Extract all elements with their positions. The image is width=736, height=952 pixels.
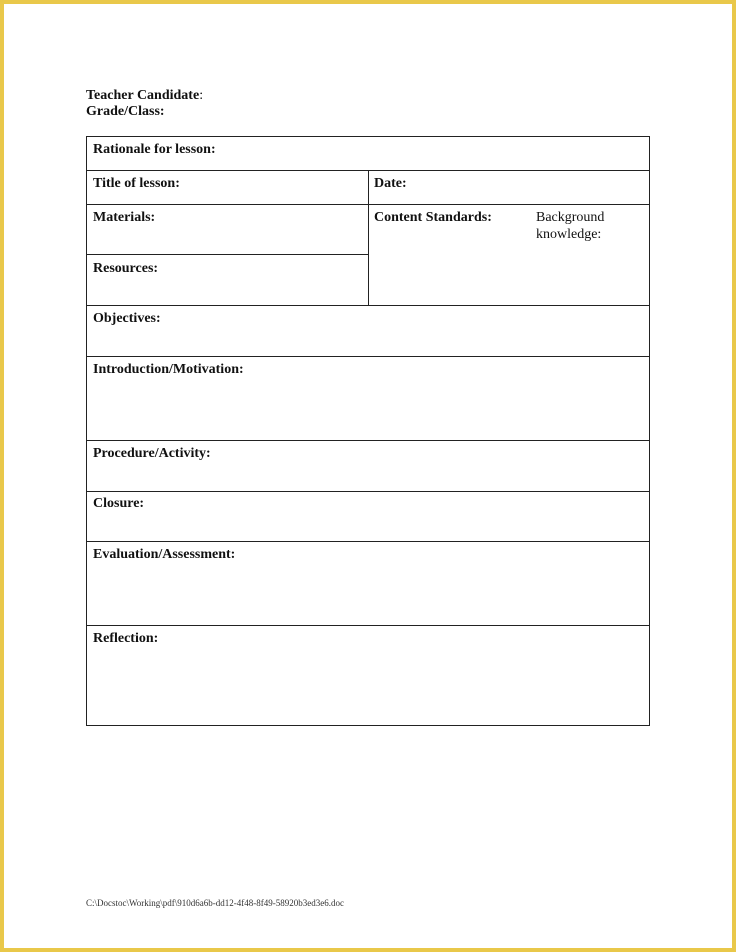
row-divider (87, 491, 649, 492)
lesson-plan-table (86, 136, 650, 726)
content-standards-label: Content Standards: (374, 210, 492, 225)
row-divider (87, 440, 649, 441)
teacher-candidate-line: Teacher Candidate: (86, 88, 204, 103)
background-knowledge-label-line2: knowledge: (536, 227, 602, 242)
row-divider (87, 625, 649, 626)
rationale-label: Rationale for lesson: (93, 142, 216, 157)
evaluation-label: Evaluation/Assessment: (93, 547, 236, 562)
title-of-lesson-label: Title of lesson: (93, 176, 180, 191)
column-divider (368, 170, 369, 305)
document-page (4, 4, 732, 948)
reflection-label: Reflection: (93, 631, 159, 646)
resources-label: Resources: (93, 261, 159, 276)
objectives-label: Objectives: (93, 311, 161, 326)
date-label: Date: (374, 176, 407, 191)
row-divider (87, 305, 649, 306)
materials-label: Materials: (93, 210, 156, 225)
teacher-candidate-label: Teacher Candidate (86, 88, 200, 103)
row-divider (87, 254, 368, 255)
closure-label: Closure: (93, 496, 145, 511)
background-knowledge-label-line1: Background (536, 210, 605, 225)
introduction-label: Introduction/Motivation: (93, 362, 244, 377)
row-divider (87, 541, 649, 542)
grade-class-label: Grade/Class: (86, 104, 165, 119)
footer-file-path: C:\Docstoc\Working\pdf\910d6a6b-dd12-4f48-8f49-58920b3ed3e6.doc (86, 898, 344, 908)
procedure-label: Procedure/Activity: (93, 446, 211, 461)
row-divider (87, 356, 649, 357)
